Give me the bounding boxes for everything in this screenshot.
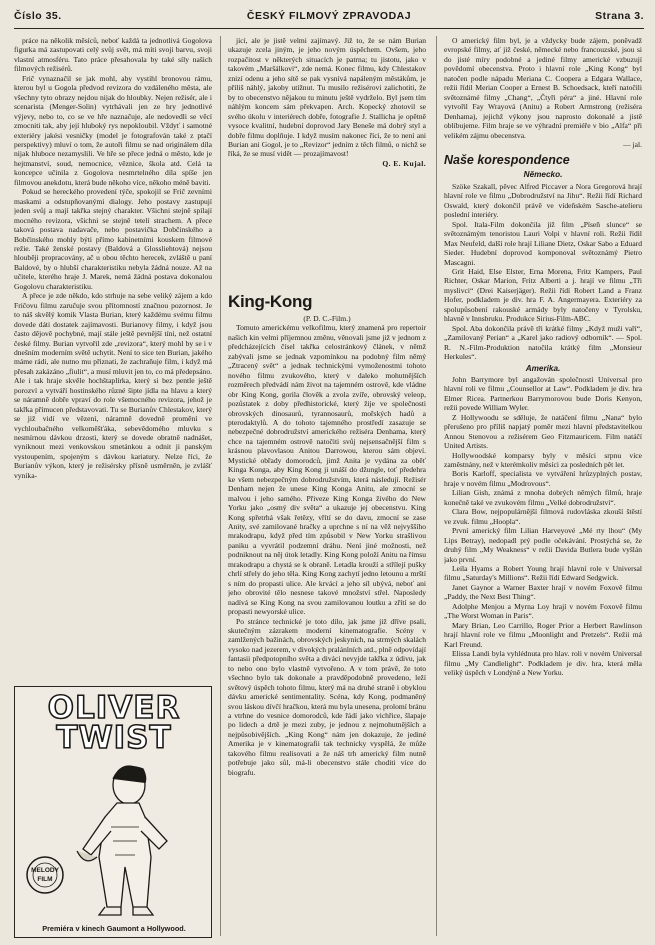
column-3-correspondence [444,36,642,936]
paragraph: Janet Gaynor a Warner Baxter hrají v novém Foxově filmu „Paddy, the Next Best Thing“. [444,582,642,602]
column-1-revizor-review [14,36,212,681]
paragraph: Szöke Szakall, pěvec Alfred Piccaver a Nora Gregorová hrají hlavní role ve filmu „Dobrodružství na Jihu“. Režii řídí Richard Oswald, který dokončil právě ve vídeňském Sasche-atelieru poslední interiéry. [444,181,642,220]
paragraph: Lilian Gish, známá z mnoha dobrých němých filmů, hraje konečně také ve zvukovém filmu „Velké dobrodružství“. [444,488,642,507]
article-subtitle: (P. D. C.-Film.) [303,314,351,323]
paragraph: A přece je zde někdo, kdo strhuje na sebe veliký zájem a kdo Fričovu filmu zaručuje svou přítomností značnou pozornost. Je to náš skvělý komik Vlasta Burian, který každému svému filmu dovede dáti dostatek zajímavosti. Burianovy filmy, i když jsou často dějově pochybné, mají stále ještě pevnější tíni, než ostatní české filmy. Burian vytvořil zde „revizora“, který mohl by se i v dnešním moderním světě uchytit. Není to sice ten Burian, jakého máme rádi, ale nutno mu přiznati, že zachraňuje film, i když má přesah zakázáno „fiulit“, a musí mluvit jen to, co má předepsáno. Ale i tak hraje skvěle hochštaplírka, který si bez pentle ještě porozví a vytváří hostinského různé šipte jídla na hlavu a který se náramně dobře vpraví do role všemocného revizora, jehož je takřka přímucen představovati. Tu se Burianův Chlestakov, který se již vidí ve vězení, náramně dovedně promění ve vychloubačného velkoměšťáka, sebevědomého mluvku s nesmírnou dávkou drzosti, který se dovede obratně nadnášet, vyniknout mezi venkovskou smetánkou a odnit ji panským vystoupením, spojeným s dávkou kariatury. Nelze říci, že Burianův výkon, který je režisérsky přísně usměrněn, je zvlášť vynika- [14,291,212,480]
paragraph: Spol. Aba dokončila právě tři krátké filmy „Když muži vaří“, „Zamilovaný Perian“ a „Karel jako radiový odborník“. — Spol. R. N.-Film-Produktion natočila krátký film „Monsieur Herkules“. [444,323,642,362]
oliver-twist-advertisement [14,686,212,938]
paragraph: Adolphe Menjou a Myrna Loy hrají v novém Foxově filmu „The Worst Woman in Paris“. [444,601,642,621]
svg-text:MELODY: MELODY [31,867,59,874]
paragraph: Boris Karloff, specialista ve vytváření hrůzyplných postav, hraje v novém filmu „Modrovous“. [444,469,642,488]
paragraph: První americký film Lilian Harveyové „Mé rty lhou“ (My Lips Betray), nedopadl prý podle očekávání. Prostýchá se, že druhý film „My Weakness“ v režii Davida Butlera bude vyšlán jako první. [444,526,642,564]
page-header [14,8,644,28]
header-rule [14,28,644,29]
issue-number: Číslo 35. [14,10,62,22]
subsection-germany: Německo. [523,170,563,180]
paragraph: Tomuto americkému velkofilmu, který znamená pro repertoir našich kin velmi příjemnou změnu, věnovali jsme již v jednom z předcházejících čísel takřka celostránkový článek, v němž zabývali jsme se jednak vzpomínkou na podobný film němý „Ztracený svět“ a jednak technickými vymoženostmi tohoto nového filmu zvukového, který v daleko mohutnějších rozměrech předvádí nám život na tajemném ostrově, kde vládne obr King Kong, gorila člověk a zvola zvíře, obrovský veleop, pozůstatek z doby předhistorické, který žije ve společnosti obrovských dinosaurů, tyrannosaurů, mořských hadů a pterodaktylů. A do tohoto tajemného prostředí zasazuje se nebezpečné dobrodružství amerického režiséra Denhama, který chce na tajemném ostrově natočiti svůj nejsensačnější film s krásnou plavovlasou Anitou Darrowou, kterou sám objeví. Mystické obřady domorodců, jimž Anita je vydána za oběť Kinga Konga, aby King Kong ji unáší do džungle, toť předehra ke všem nebezpečným dobrodružstvím, která následují. Režisér Denham nejen že unese King Konga Anitu, ale zmocní se malvou i jeho samého. Přiveze King Konga živého do New Yorku jako „osmý div světa“ a ukazuje jej obecenstvu. King Kong spřetrhá však řetězy, vřítí se do davu, zmocní se zase Anity, své zamilované hračky a uprchne s ní na věž nejvyššího mrakodrapu, když před tím způsobil v New Yorku strašlivou paniku a vyvrátil podzemní dráhu. Není jiné možnosti, než podniknout na něj útok letadly. King Kong položí Anitu na římsu mrakodrapu a chystá se k obraně. Letadla krouží a střílejí pušky chrlí střely do jeho těla. King Kong zachytí jedno letounu a mrští s ním do propasti ulice. Ale krvácí a jeho síl ubývá, neboť ani jeho obrovité tělo nesnese takové množství střel. Naposledy nadívá se King Kong na svou zamilovanou loutku a zřítí se do propasti newyorské ulice. [228,323,426,617]
svg-text:FILM: FILM [37,876,53,883]
paragraph: Spol. Itala-Film dokončila již film „Píseň slunce“ se světoznámým tenoristou Lauri Volpi v hlavní roli. Režii řídil Max Neufeld, další role hrají Liliane Dietz, Oskar Sabo a Eduard Sieder. Hudební doprovod komponoval světoznámý Pietro Mascagni. [444,219,642,267]
paragraph: John Barrymore byl angažován společností Universal pro hlavní roli ve filmu „Counsellor at Law“. Podkladem je div. hra Elmer Ricea. Partnerkou Barrymorovou bude Doris Kenyon, režii povede William Wyler. [444,374,642,413]
paragraph: Clara Bow, nejpopulárnější filmová rudovláska zkouší štěstí ve zvuk. filmu „Hoopla“. [444,507,642,526]
author-signature: — jal. [623,139,642,149]
paragraph: Frič vynaznačil se jak mohl, aby vystihl bronovou rámu, kterou byl u Gogola předvod revizora do vzdáleného města, ale všechny tyto obrazy nejdou nijak do hloubky. Nejen režisér, ale i scenarista (Menger-Solin) vytrhávali jen ze hry jednotlivé výjevy, nebo to, co se ve hře naznačuje, ale nedovedli se věcí zmocniti tak, aby její hluboký rys nepokloubil. Vždyť i samotné exteriéry jakési vesničky (model je fotografován také z ptačí perspektivy) mluví o tom, že autoři filmu se nad originálem díla nijak hluboce nezamyslili. Ve hře se přece jedná o město, kde je hejtmanství, soud, nemocnice, věznice, škola atd. Celá ta koncepce učinila z Gogolova nesmrtelného díla spíše jen filmovou anekdotu, která bude někoho více, někoho méně baviti. [14,73,212,187]
masthead-title: ČESKÝ FILMOVÝ ZPRAVODAJ [246,10,412,22]
subsection-america: Amerika. [525,363,561,373]
column-divider [436,36,437,936]
column-divider [220,36,221,936]
oliver-twist-illustration [21,757,207,922]
paragraph: Mary Brian, Leo Carrillo, Roger Prior a Herbert Rawlinson hrají hlavní role ve filmu „Moonlight and Pretzels“. Režii má Karl Freund. [444,620,642,649]
paragraph: Pokud se hereckého provedení týče, spokojil se Frič zevními maskami a odstupňovanými dialogy. Jeho postavy zastupují jeden svůj a mají takřka stejný charakter. Všichni stejně spílají mocného revizora, všichni se stejně tetelí strachem. A přece taková postava nadavače, nebo postavička Dobčinského a Bobčinského mohly býti přímo kabinetními kouskem filmové režie. Také ženské postavy (Baldová a Glossliehtová) nejsou hlouběji propracovány, ač u obou těchto herecek, zvláště u paní Baldové, by o hlubší charakteristiku nebyla žádná nouze. Až na učitele, kterého hraje J. Marek, nemá žádná postava dokonalou Gogolovu charakteristiku. [14,187,212,291]
author-signature: Q. E. Kujal. [382,158,426,168]
paragraph: O americký film byl, je a vždycky bude zájem, poněvadž evropské filmy, ať již české, německé nebo francouzské, jsou si do jisté míry podobné a jediné filmy americké vzbuzují povědomí obecenstva. Proto i hlavní role „King Kong“ byl natočen podle nápadu Meriana C. Coopera a Edgara Wallace, režii řídil Merian Cooper a Ernest B. Schoedsack, kteří natočili světoznámé filmy „Chang“, „Čtyři péra“ a jiné. Hlavní role vytvořil Fay Wrayová (Anitu) a Robert Armstrong (režiséra Denhama), jejichž výkony jsou naprosto dokonalé a jistě oblíbujeme. Film hraje se ve výhradní premiéře v bio „Alfa“ při velikém zájmu obecenstva. [444,36,642,140]
section-title-correspondence: Naše korespondence [444,153,570,168]
paragraph: Elissa Landi byla vyhlédnuta pro hlav. roli v novém Universal filmu „My Candlelight“. Podkladem je div. hra, která měla veliký úspěch v Londýně a New Yorku. [444,649,642,677]
paragraph: práce na několik měsíců, neboť každá ta jednotlivá Gogolova figurka má zastupovati celý svůj svět, má míti svoji barvu, svoji vlastní atmosféru. Tato práce přesahovala by také síly našich filmových režisérů. [14,36,212,74]
paragraph: Leila Hyams a Robert Young hrají hlavní role v Universal filmu „Saturday's Millions“. Režii řídí Edward Sedgwick. [444,564,642,583]
newspaper-page [14,8,644,938]
article-title-king-kong: King-Kong [228,292,313,311]
ad-title-twist: TWIST [56,720,172,756]
paragraph: jící, ale je jistě velmi zajímavý. Již to, že se nám Burian ukazuje zcela jiným, je jeho novým úspěchem. Ovšem, jeho rozpačitost v některých situacích je patrna; tu jistotu, jako v takovém „Maršálkovi“, zde nemá. Konec filmu, kdy Chlestakov znizí odenu a jeho sítě se pak vysnívá napáleným městákům, je příliš náhlý, jakoby utížnut. Tu musilo režisérovi zalichotiti, že by to obecenstvo nějakou tu minutu ještě vydrželo. Byl jsem tím náhlým koncem sám překvapen. Arch. Kopecký zhotovil se svého úkolu v interiérech dobře, fotografie J. Stallicha je opětně vysoce kvalitní, hudební doprovod Jary Beneše má dobrý styl a dobře filmu doplňuje. I když musím nakonec říci, že to není ani Burian ani Gogol, je to „Revizor“ jedním z těch filmů, o nichž se říká, že se musí vidět — prozajímavost! [228,36,426,159]
paragraph: Po stránce technické je toto dílo, jak jsme již dříve psali, skutečným zázrakem moderní kinematografie. Scény v zamlžených bažinách, obrovských jeskyních, na strmých skalách vysoko nad jezerem, v divokých pralánlních atd., plně odpovídají fantasii předpotopního světa a diváci nevyjde takřka z údivu, jak to nebo ono bylo vlastně vytvořeno. A v tom právě, že toto všechno bylo tak dokonale a pravděpodobně provedeno, leží světový úspěch tohoto filmu, který má na druhé straně i obyklou dávku americké sentimentality. Scéna, kdy Kong, podmaněný svou láskou dívčí hračkou, která mu byla unesena, prolomí bránu a vtrhne do vesnice domorodců, kde řádí jako vichřice, šlapaje po lidech a drtě je mezi zuby, je jednou z nejmohutnějších a nejpůsobivějších. „King Kong“ nám jen dokazuje, že jediné Amerika je v kinematografii tak technicky vyspělá, že může takového filmu realisovati a že náš trh americký film nutně potřebuje jako sůl, má-li obecenstvo stále choditi více do biografu. [228,616,426,777]
paragraph: Hollywoodské komparsy byly v měsíci srpnu více zaměstnány, než v kterémkoliv měsíci za posledních pět let. [444,450,642,470]
column-2-king-kong-article [228,288,426,936]
ad-title-oliver: OLIVER [47,690,181,726]
melody-film-logo [25,855,65,895]
ad-caption: Premiéra v kinech Gaumont a Hollywood. [42,924,186,933]
column-2-revizor-continued [228,36,426,271]
paragraph: Grit Haid, Else Elster, Erna Morena, Fritz Kampers, Paul Richter, Oskar Marion, Fritz Alberti a j. hrají ve filmu „Tři myslivci“ (Drei Kaiserjäger). Režii řídí Robert Land a Franz Hofer, podkladem je div. hra F. A. Angermayera. Exteriéry za spolupůsobení rakouské armády byly natočeny v Tyrolsku, hlavně v Innsbruku. Produkce Sirius-Film-ABC. [444,266,642,324]
paragraph: Z Hollywoodu se sděluje, že natáčení filmu „Nana“ bylo přerušeno pro příliš napjatý poměr mezi hlavní představitelkou Annou Stenovou a režisérem Geo Fitzmauricem. Film natáčí United Artists. [444,412,642,451]
page-number: Strana 3. [595,10,644,22]
